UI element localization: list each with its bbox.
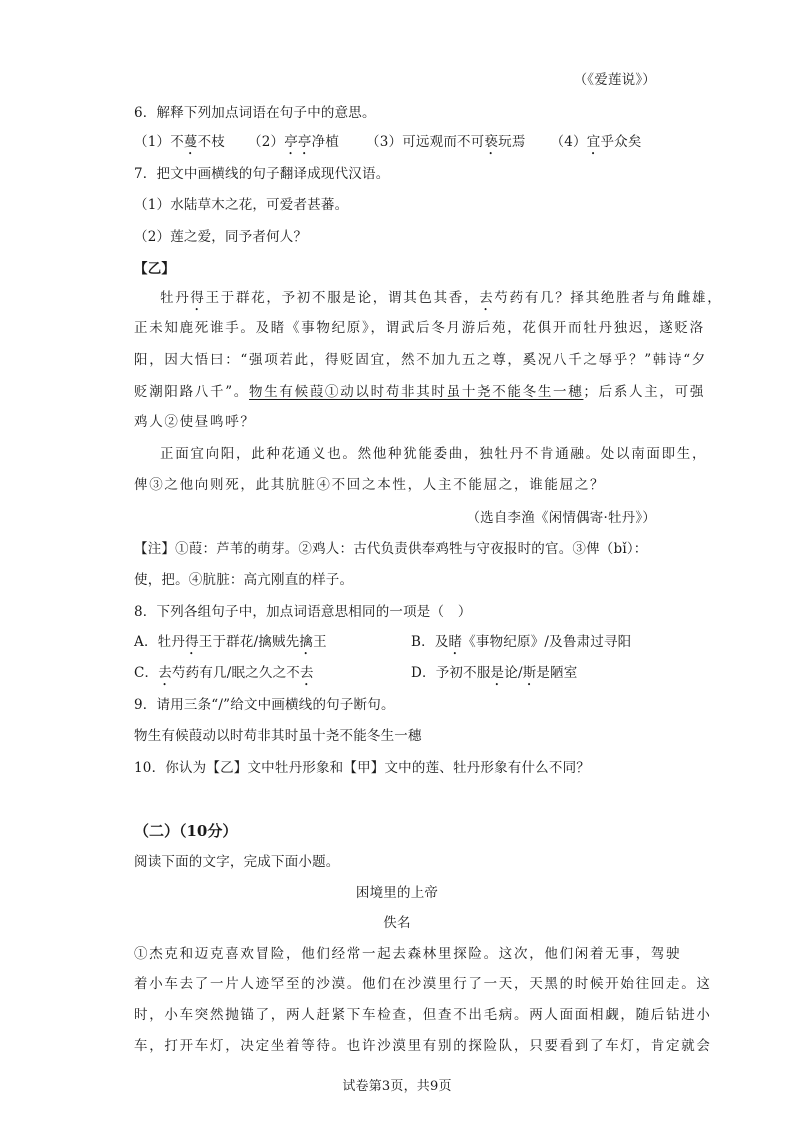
section2-title: （二）（10分） xyxy=(134,822,238,840)
story-p1-line4: 车，打开车灯，决定坐着等待。也许沙漠里有别的探险队，只要看到了车灯，肯定就会 xyxy=(134,1038,712,1054)
q6-item-1: （1）不蔓不枝 xyxy=(134,134,226,150)
source-yi: （选自李渔《闲情偶寄·牡丹》） xyxy=(466,510,656,526)
q7-sentence-2: （2）莲之爱，同予者何人？ xyxy=(134,229,308,245)
q6-items xyxy=(134,130,642,158)
source-jia: （《爱莲说》） xyxy=(573,72,656,88)
yi-p1-line1: 牡丹得王于群花，予初不服是论，谓其色其香，去芍药有几？择其绝胜者与角雌雄， xyxy=(160,290,723,306)
q7-sentence-1: （1）水陆草木之花，可爱者甚蕃。 xyxy=(134,197,349,213)
yi-p1-line5: 鸡人②使昼鸣呼？ xyxy=(134,414,256,430)
yi-p1-line2: 正未知鹿死谁手。及睹《事物纪原》，谓武后冬月游后苑，花俱开而牡丹独迟，遂贬洛 xyxy=(134,320,705,336)
yi-p1-line3: 阳，因大悟曰：“强项若此，得贬固宜，然不加九五之尊，奚况八千之辱乎？”韩诗“夕 xyxy=(134,352,708,368)
q8-option-d[interactable]: D．予初不服是论/斯是陋室 xyxy=(411,665,578,681)
story-p1-line2: 着小车去了一片人迹罕至的沙漠。他们在沙漠里行了一天，天黑的时候开始往回走。这 xyxy=(134,976,712,992)
yi-p2-line2: 俾③之他向则死，此其肮脏④不回之本性，人主不能屈之，谁能屈之？ xyxy=(134,477,606,493)
story-title: 困境里的上帝 xyxy=(355,885,439,901)
section2-instruction: 阅读下面的文字，完成下面小题。 xyxy=(134,854,340,870)
q8-title: 8．下列各组句子中，加点词语意思相同的一项是（ ） xyxy=(134,604,472,620)
q6-item-2: （2）亭亭净植 xyxy=(248,134,340,150)
q8-option-c[interactable]: C．去芍药有几/眠之久之不去 xyxy=(134,665,314,681)
q8-option-b[interactable]: B．及睹《事物纪原》/及鲁肃过寻阳 xyxy=(411,634,632,650)
story-p1-line1: ①杰克和迈克喜欢冒险，他们经常一起去森林里探险。这次，他们闲着无事，驾驶 xyxy=(134,946,682,962)
page-footer: 试卷第3页，共9页 xyxy=(342,1079,452,1094)
q6-item-4: （4）宜乎众矣 xyxy=(550,134,642,150)
yi-p2-line1: 正面宜向阳，此种花通义也。然他种犹能委曲，独牡丹不肯通融。处以南面即生， xyxy=(160,446,708,462)
story-author: 佚名 xyxy=(383,915,411,931)
yi-label: 【乙】 xyxy=(134,261,176,277)
q6-item-3: （3）可远观而不可亵玩焉 xyxy=(366,134,526,150)
q9-sentence: 物生有候葭动以时苟非其时虽十尧不能冬生一穗 xyxy=(134,728,422,744)
q9-title: 9．请用三条“/”给文中画横线的句子断句。 xyxy=(134,697,395,713)
q6-title: 6．解释下列加点词语在句子中的意思。 xyxy=(134,105,376,121)
notes-line1: 【注】①葭：芦苇的萌芽。②鸡人：古代负责供奉鸡牲与守夜报时的官。③俾（bǐ）： xyxy=(134,541,648,557)
q7-title: 7．把文中画横线的句子翻译成现代汉语。 xyxy=(134,166,390,182)
yi-p1-line4: 贬潮阳路八千”。物生有候葭①动以时苟非其时虽十尧不能冬生一穗；后系人主，可强 xyxy=(134,384,706,400)
notes-line2: 使，把。④肮脏：高亢刚直的样子。 xyxy=(134,572,354,588)
story-p1-line3: 时，小车突然抛锚了，两人赶紧下车检查，但查不出毛病。两人面面相觑，随后钻进小 xyxy=(134,1007,712,1023)
q8-option-a[interactable]: A．牡丹得王于群花/擒贼先擒王 xyxy=(134,634,327,650)
q10-title: 10．你认为【乙】文中牡丹形象和【甲】文中的莲、牡丹形象有什么不同？ xyxy=(134,760,590,776)
underlined-sentence: 物生有候葭①动以时苟非其时虽十尧不能冬生一穗 xyxy=(249,384,584,400)
